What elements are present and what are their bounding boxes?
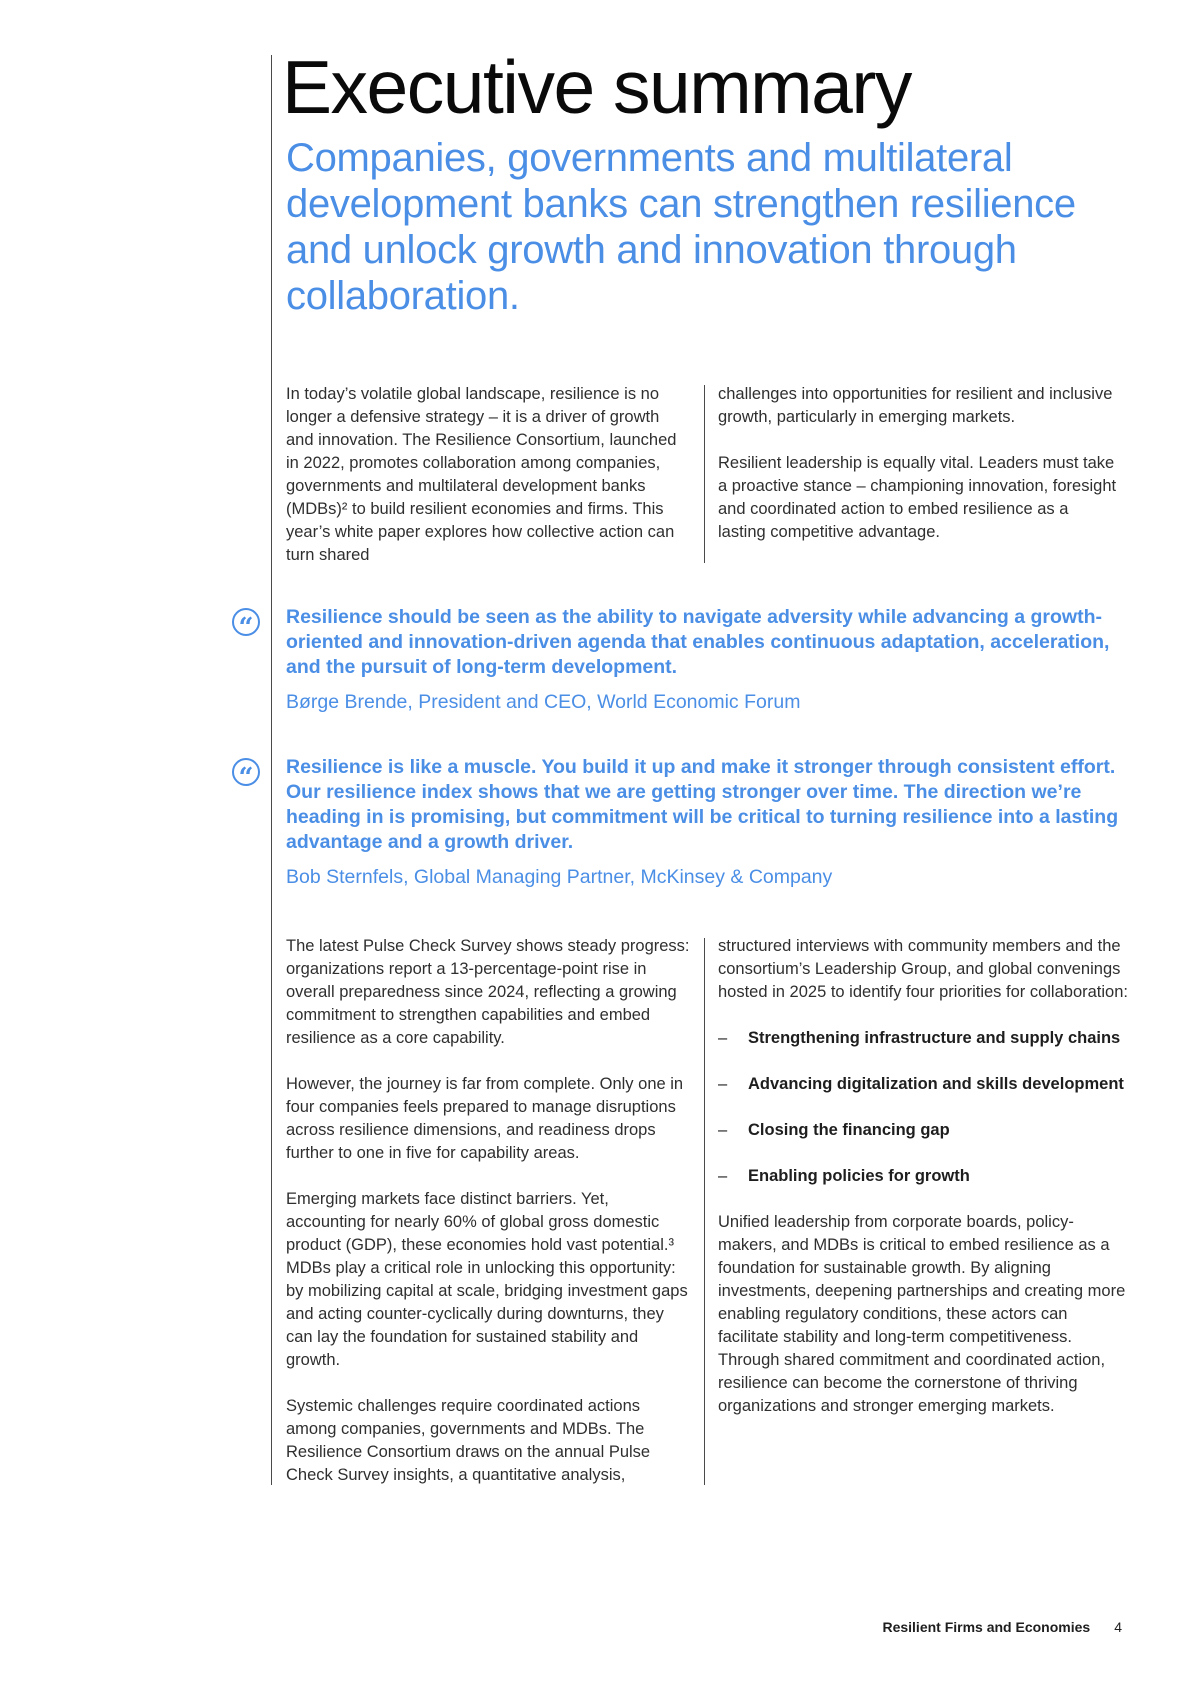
- dash-marker: –: [718, 1075, 728, 1093]
- quote-icon: “: [232, 758, 260, 786]
- priority-list: [718, 1027, 1128, 1188]
- body-paragraph: Systemic challenges require coordinated actions among companies, governments and MDBs. The Resilience Consortium draws on the annual Pulse Check Survey insights, a quantitative analysis,: [286, 1397, 651, 1484]
- intro-column-divider: [704, 385, 705, 563]
- intro-paragraph: challenges into opportunities for resilient and inclusive growth, particularly in emerging markets.: [718, 385, 1113, 426]
- quote-text: Resilience should be seen as the ability to navigate adversity while advancing a growth-oriented and innovation-driven agenda that enables continuous adaptation, acceleration, and the pursuit of long-term development.: [286, 606, 1110, 678]
- intro-paragraph: In today’s volatile global landscape, resilience is no longer a defensive strategy – it is a driver of growth and innovation. The Resilience Consortium, launched in 2022, promotes collaboration among companies, governments and multilateral development banks (MDBs)² to build resilient economies and firms. This year’s white paper explores how collective action can turn shared: [286, 385, 677, 564]
- priority-item: [718, 1165, 1128, 1188]
- body-right-column: [718, 935, 1128, 1418]
- priority-item: [718, 1119, 1128, 1142]
- dash-marker: –: [718, 1121, 728, 1139]
- page-title: Executive summary: [282, 45, 911, 129]
- body-paragraph: Emerging markets face distinct barriers. Yet, accounting for nearly 60% of global gross domestic product (GDP), these economies hold vast potential.³ MDBs play a critical role in unlocking this opportunity: by mobilizing capital at scale, bridging investment gaps and acting counter-cyclically during downturns, they can lay the foundation for sustained stability and growth.: [286, 1190, 688, 1369]
- footer-publication-title: Resilient Firms and Economies: [882, 1619, 1091, 1635]
- dash-marker: –: [718, 1029, 728, 1047]
- priority-label: Closing the financing gap: [748, 1121, 950, 1139]
- priority-label: Enabling policies for growth: [748, 1167, 970, 1185]
- priority-label: Strengthening infrastructure and supply chains: [748, 1029, 1121, 1047]
- quote-block: [286, 605, 1136, 715]
- dash-marker: –: [718, 1167, 728, 1185]
- body-paragraph: However, the journey is far from complete. Only one in four companies feels prepared to manage disruptions across resilience dimensions, and readiness drops further to one in five for capability areas.: [286, 1075, 684, 1162]
- body-paragraph: The latest Pulse Check Survey shows steady progress: organizations report a 13-percentage-point rise in overall preparedness since 2024, reflecting a growing commitment to strengthen capabilities and embed resilience as a core capability.: [286, 937, 690, 1047]
- left-margin-rule: [271, 55, 272, 1485]
- priority-item: [718, 1073, 1128, 1096]
- quote-attribution: Bob Sternfels, Global Managing Partner, McKinsey & Company: [286, 866, 833, 888]
- intro-left-column: [286, 383, 686, 567]
- quote-icon: “: [232, 608, 260, 636]
- intro-paragraph: Resilient leadership is equally vital. Leaders must take a proactive stance – championing innovation, foresight and coordinated action to embed resilience as a lasting competitive advantage.: [718, 454, 1117, 541]
- priority-label: Advancing digitalization and skills development: [748, 1075, 1124, 1093]
- page-footer: [882, 1619, 1122, 1635]
- page-subtitle: Companies, governments and multilateral development banks can strengthen resilience and unlock growth and innovation through collaboration.: [286, 136, 1076, 318]
- quote-block: [286, 755, 1136, 890]
- priority-item: [718, 1027, 1128, 1050]
- quote-text: Resilience is like a muscle. You build it up and make it stronger through consistent effort. Our resilience index shows that we are getting stronger over time. The direction we’re heading in is promising, but commitment will be critical to turning resilience into a lasting advantage and a growth driver.: [286, 756, 1119, 853]
- quote-attribution: Børge Brende, President and CEO, World Economic Forum: [286, 691, 801, 713]
- intro-right-column: [718, 383, 1118, 544]
- body-column-divider: [704, 938, 705, 1485]
- page-number: 4: [1114, 1619, 1122, 1635]
- body-left-column: [286, 935, 691, 1487]
- body-paragraph: structured interviews with community members and the consortium’s Leadership Group, and global convenings hosted in 2025 to identify four priorities for collaboration:: [718, 937, 1128, 1001]
- body-paragraph: Unified leadership from corporate boards, policy-makers, and MDBs is critical to embed resilience as a foundation for sustainable growth. By aligning investments, deepening partnerships and creating more enabling regulatory conditions, these actors can facilitate stability and long-term competitiveness. Through shared commitment and coordinated action, resilience can become the cornerstone of thriving organizations and stronger emerging markets.: [718, 1213, 1126, 1415]
